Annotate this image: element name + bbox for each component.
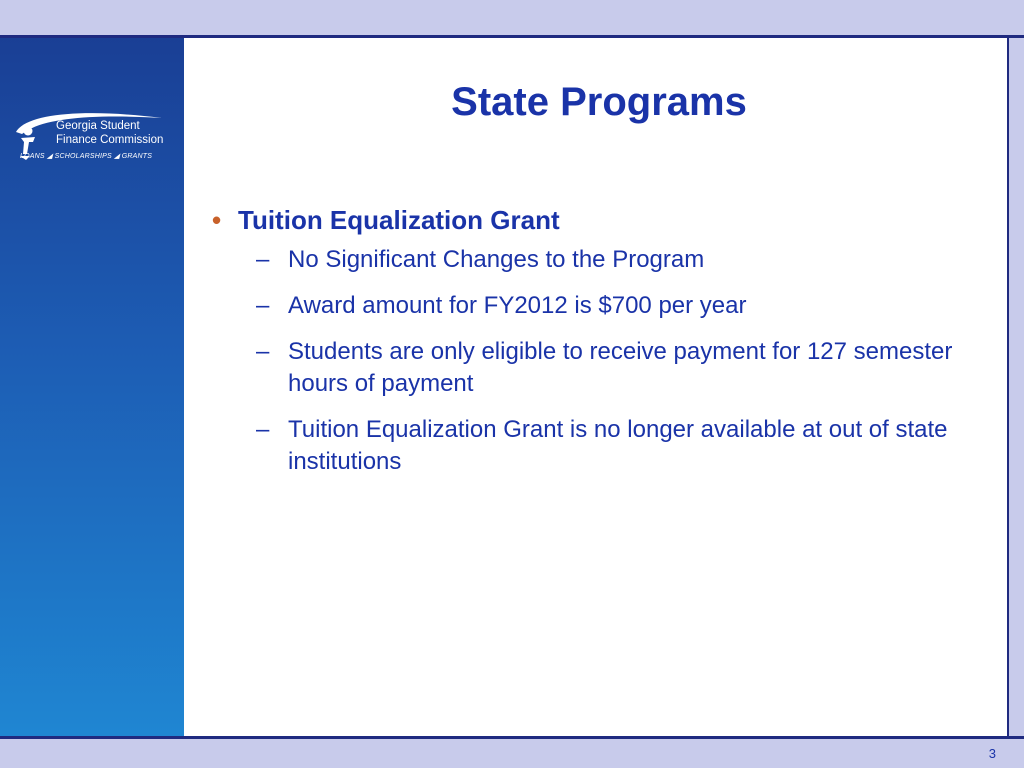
slide-content — [212, 200, 972, 492]
sub-bullet-item — [212, 336, 972, 400]
left-brand-panel — [0, 38, 184, 736]
top-frame-band — [0, 0, 1024, 38]
bullet-text: Tuition Equalization Grant — [238, 205, 560, 235]
bullet-item — [212, 200, 972, 240]
gsfc-logo — [12, 110, 172, 170]
bullet-marker: • — [212, 205, 222, 235]
sub-bullet-marker: – — [256, 338, 270, 365]
sub-bullet-list — [212, 244, 972, 478]
logo-tagline: LOANS ◢ SCHOLARSHIPS ◢ GRANTS — [20, 153, 153, 160]
sub-bullet-marker: – — [256, 416, 270, 443]
sub-bullet-item — [212, 244, 972, 276]
logo-text-line-1: Georgia Student — [56, 120, 140, 132]
logo-text-line-2: Finance Commission — [56, 134, 164, 146]
page-number: 3 — [988, 746, 996, 761]
sub-bullet-text: Tuition Equalization Grant is no longer available at out of state institutions — [288, 416, 948, 475]
sub-bullet-text: No Significant Changes to the Program — [288, 246, 705, 273]
sub-bullet-marker: – — [256, 292, 270, 319]
right-frame-band — [1007, 38, 1024, 736]
slide-title: State Programs — [451, 80, 747, 124]
sub-bullet-item — [212, 290, 972, 322]
sub-bullet-item — [212, 414, 972, 478]
bottom-frame-band — [0, 736, 1024, 768]
sub-bullet-text: Award amount for FY2012 is $700 per year — [288, 292, 747, 319]
sub-bullet-marker: – — [256, 246, 270, 273]
sub-bullet-text: Students are only eligible to receive payment for 127 semester hours of payment — [288, 338, 953, 397]
